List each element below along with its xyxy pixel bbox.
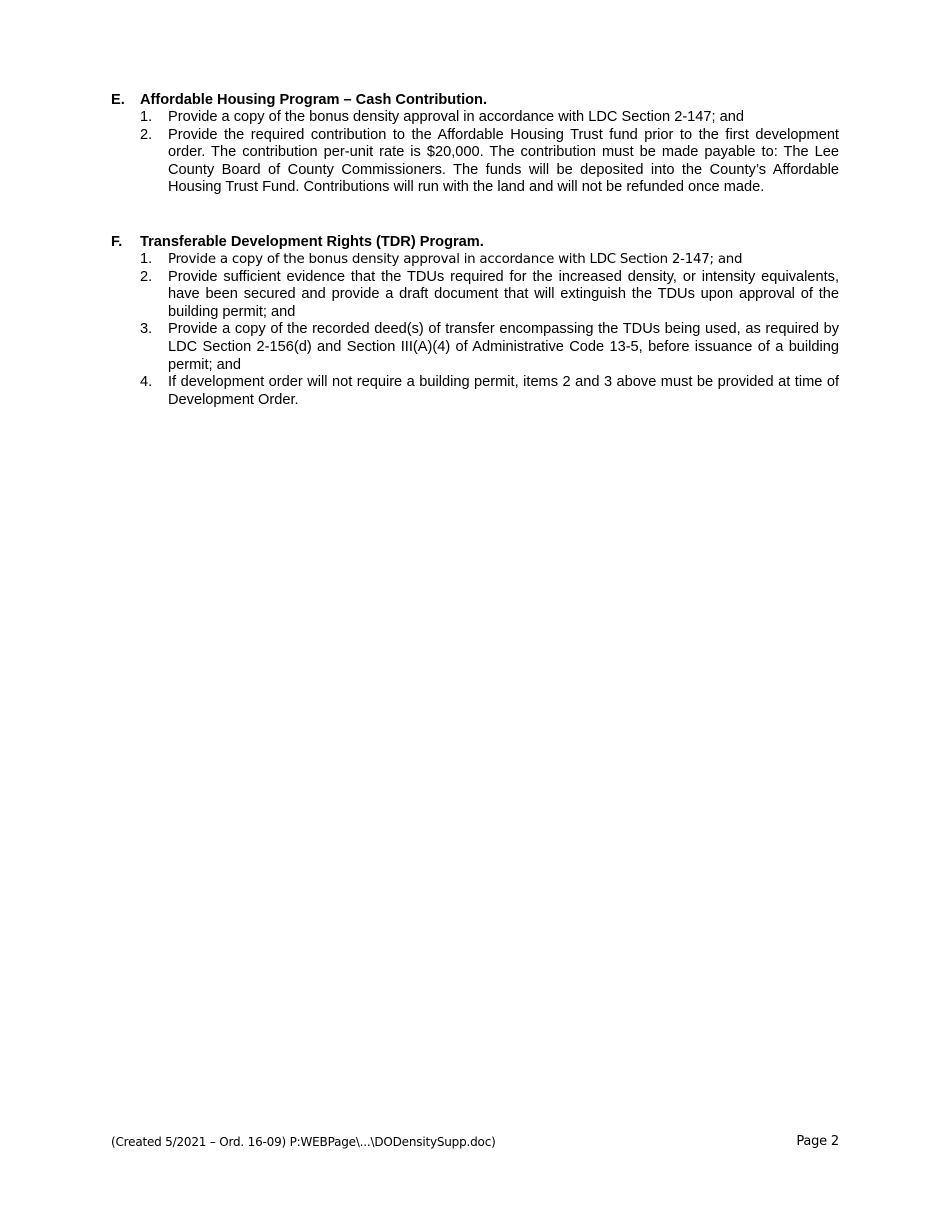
footer-document-info: (Created 5/2021 – Ord. 16-09) P:WEBPage\...\DODensitySupp.doc) bbox=[111, 1135, 496, 1149]
requirement-list bbox=[111, 109, 839, 197]
item-number: 1. bbox=[140, 109, 153, 125]
item-number: 1. bbox=[140, 251, 153, 267]
page-number: Page 2 bbox=[796, 1134, 839, 1149]
item-text: Provide a copy of the recorded deed(s) of transfer encompassing the TDUs being used, as required by LDC Section 2-156(d) and Section III(A)(4) of Administrative Code 13-5, before issuance of a building permit; and bbox=[168, 321, 839, 373]
page-footer bbox=[111, 1134, 839, 1150]
section-title: Transferable Development Rights (TDR) Program. bbox=[140, 234, 484, 250]
list-item bbox=[140, 109, 839, 127]
requirement-list bbox=[111, 251, 839, 409]
section-title: Affordable Housing Program – Cash Contribution. bbox=[140, 92, 488, 108]
item-number: 3. bbox=[140, 321, 153, 338]
list-item bbox=[140, 269, 839, 322]
list-item bbox=[140, 321, 839, 374]
item-number: 4. bbox=[140, 374, 153, 391]
section-heading bbox=[111, 91, 839, 109]
section-letter: F. bbox=[111, 234, 123, 250]
item-number: 2. bbox=[140, 268, 153, 285]
item-text: If development order will not require a building permit, items 2 and 3 above must be provided at time of Development Order. bbox=[168, 374, 839, 408]
item-text: Provide the required contribution to the Affordable Housing Trust fund prior to the first development order. The contribution per-unit rate is $20,000. The contribution must be made payable to: The Lee County Board of County Commissioners. The funds will be deposited into the County’s Affordable Housing Trust Fund. Contributions will run with the land and will not be refunded once made. bbox=[168, 126, 839, 196]
list-item bbox=[140, 374, 839, 409]
item-number: 2. bbox=[140, 126, 153, 143]
section-heading bbox=[111, 233, 839, 251]
item-text: Provide sufficient evidence that the TDUs required for the increased density, or intensity equivalents, have been secured and provide a draft document that will extinguish the TDUs upon approval of the building permit; and bbox=[168, 268, 839, 320]
section-tdr-program bbox=[111, 233, 839, 409]
item-text: Provide a copy of the bonus density approval in accordance with LDC Section 2-147; and bbox=[168, 252, 743, 267]
section-letter: E. bbox=[111, 92, 125, 108]
list-item bbox=[140, 251, 839, 269]
section-affordable-housing bbox=[111, 91, 839, 197]
list-item bbox=[140, 127, 839, 197]
item-text: Provide a copy of the bonus density approval in accordance with LDC Section 2-147; and bbox=[168, 109, 744, 125]
